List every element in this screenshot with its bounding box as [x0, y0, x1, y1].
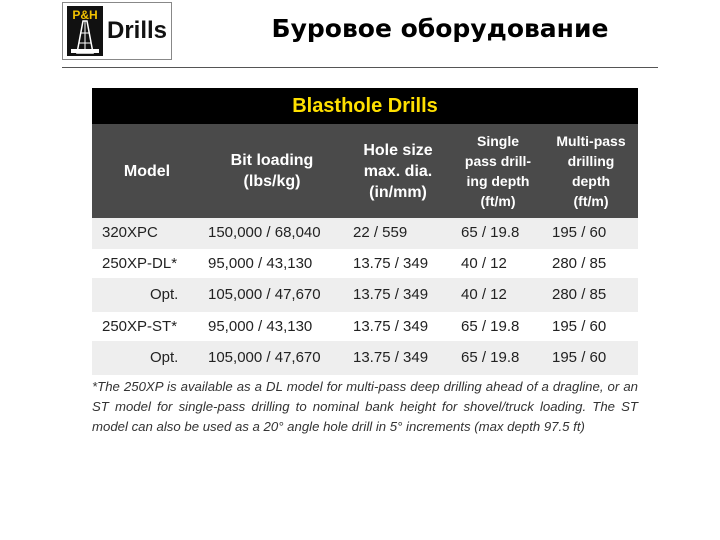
header-multi-pass-line2: drilling [567, 153, 615, 169]
header-hole-size-line3: (in/mm) [369, 183, 427, 201]
header-single-pass-line2: pass drill- [464, 153, 532, 169]
cell-model: Opt. [150, 349, 179, 366]
table-banner: Blasthole Drills [92, 88, 638, 124]
logo-wordmark: Drills [107, 17, 168, 44]
header-multi-pass-line3: depth [571, 173, 611, 189]
table-row [92, 280, 638, 309]
header-bit-loading [207, 124, 337, 218]
cell-bit-loading: 95,000 / 43,130 [208, 318, 313, 335]
header-hole-size-line1: Hole size [363, 141, 433, 159]
table-row [92, 218, 638, 247]
cell-hole-size: 22 / 559 [353, 224, 408, 241]
cell-single-pass: 40 / 12 [461, 255, 507, 272]
header-model [92, 124, 202, 218]
cell-multi-pass: 280 / 85 [552, 255, 607, 272]
cell-single-pass: 65 / 19.8 [461, 349, 520, 366]
cell-model: 320XPC [102, 224, 158, 241]
logo [62, 2, 172, 60]
cell-single-pass: 65 / 19.8 [461, 224, 520, 241]
header-bit-loading-line2: (lbs/kg) [243, 173, 301, 190]
cell-bit-loading: 150,000 / 68,040 [208, 224, 321, 241]
table-row [92, 249, 638, 278]
cell-bit-loading: 105,000 / 47,670 [208, 286, 321, 303]
cell-bit-loading: 95,000 / 43,130 [208, 255, 313, 272]
logo-mark-text: P&H [72, 8, 98, 22]
cell-model: 250XP-ST* [102, 318, 178, 335]
header-multi-pass [544, 124, 638, 218]
cell-multi-pass: 195 / 60 [552, 224, 607, 241]
table-row [92, 343, 638, 372]
cell-multi-pass: 195 / 60 [552, 349, 607, 366]
table-footnote: *The 250XP is available as a DL model for multi-pass deep drilling ahead of a dragline, or an ST model for single-pass drilling to nominal bank height for shovel/truck loading. The ST model can also be used as a 20° angle hole drill in 5° increments (max depth 97.5 ft) [92, 379, 638, 434]
slide-title: Буровое оборудование [271, 14, 609, 43]
cell-model: Opt. [150, 286, 179, 303]
table-row [92, 312, 638, 341]
header-single-pass-line3: ing depth [466, 173, 530, 189]
cell-model: 250XP-DL* [102, 255, 178, 272]
cell-hole-size: 13.75 / 349 [353, 255, 429, 272]
header-bit-loading-line1: Bit loading [230, 152, 314, 169]
cell-single-pass: 65 / 19.8 [461, 318, 520, 335]
header-single-pass [454, 124, 542, 218]
cell-hole-size: 13.75 / 349 [353, 286, 429, 303]
cell-single-pass: 40 / 12 [461, 286, 507, 303]
drill-rig-icon [69, 19, 101, 55]
header-hole-size [342, 124, 454, 218]
cell-hole-size: 13.75 / 349 [353, 318, 429, 335]
header-multi-pass-line4: (ft/m) [573, 193, 609, 209]
cell-bit-loading: 105,000 / 47,670 [208, 349, 321, 366]
drills-table [92, 88, 638, 444]
cell-multi-pass: 195 / 60 [552, 318, 607, 335]
header-multi-pass-line1: Multi-pass [556, 133, 626, 149]
header-single-pass-line1: Single [476, 133, 519, 149]
cell-multi-pass: 280 / 85 [552, 286, 607, 303]
header-single-pass-line4: (ft/m) [480, 193, 516, 209]
header-hole-size-line2: max. dia. [363, 162, 433, 180]
header-model-label: Model [123, 162, 171, 180]
cell-hole-size: 13.75 / 349 [353, 349, 429, 366]
title-divider [62, 67, 658, 68]
